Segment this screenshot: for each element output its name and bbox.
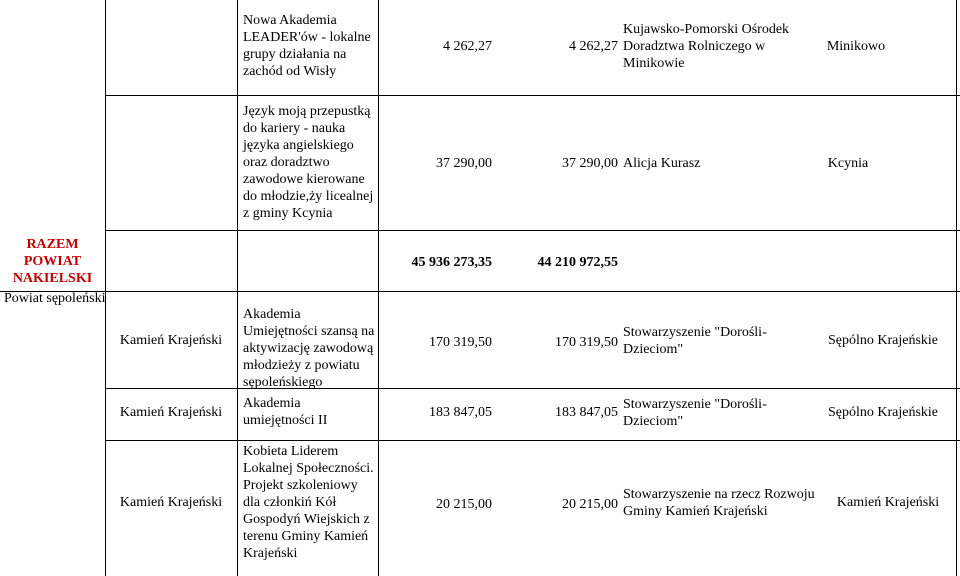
grid-line xyxy=(105,440,960,441)
grid-line xyxy=(105,95,960,96)
commune-cell: Kamień Krajeński xyxy=(119,333,223,348)
beneficiary-cell: Stowarzyszenie "Dorośli-Dzieciom" xyxy=(623,325,767,357)
value-cell: 183 847,05 xyxy=(429,405,492,420)
value-cell: 4 262,27 xyxy=(569,39,618,54)
total-label: RAZEM POWIAT NAKIELSKI xyxy=(12,237,93,286)
project-title: Nowa Akademia LEADER'ów - lokalne grupy działania na zachód od Wisły xyxy=(243,13,371,79)
location-cell: Minikowo xyxy=(826,39,886,54)
project-title: Język moją przepustką do kariery - nauka języka angielskiego oraz doradztwo zawodowe kierowane do młodzie,ży licealnej z gminy Kcynia xyxy=(243,104,374,221)
beneficiary-cell: Kujawsko-Pomorski Ośrodek Doradztwa Rolniczego w Minikowie xyxy=(623,22,790,71)
value-cell: 170 319,50 xyxy=(429,335,492,350)
value-cell: 4 262,27 xyxy=(443,39,492,54)
total-value: 44 210 972,55 xyxy=(537,255,618,270)
value-cell: 20 215,00 xyxy=(562,497,618,512)
value-cell: 20 215,00 xyxy=(436,497,492,512)
location-cell: Sępólno Krajeńskie xyxy=(827,333,939,348)
grid-line xyxy=(105,388,960,389)
beneficiary-cell: Stowarzyszenie na rzecz Rozwoju Gminy Kamień Krajeński xyxy=(623,487,815,519)
location-cell: Kcynia xyxy=(827,156,869,171)
grid-line xyxy=(105,230,960,231)
commune-cell: Kamień Krajeński xyxy=(119,495,223,510)
value-cell: 37 290,00 xyxy=(562,156,618,171)
commune-cell: Kamień Krajeński xyxy=(119,405,223,420)
beneficiary-cell: Stowarzyszenie "Dorośli-Dzieciom" xyxy=(623,397,767,429)
grid-line xyxy=(0,291,960,292)
project-title: Kobieta Liderem Lokalnej Społeczności. Projekt szkoleniowy dla członkiń Kół Gospodyń Wiejskich z terenu Gminy Kamień Krajeński xyxy=(243,444,374,561)
project-title: Akademia umiejętności II xyxy=(243,396,328,428)
section-heading: Powiat sępoleński xyxy=(4,291,106,306)
value-cell: 37 290,00 xyxy=(436,156,492,171)
total-value: 45 936 273,35 xyxy=(411,255,492,270)
location-cell: Kamień Krajeński xyxy=(836,495,940,510)
location-cell: Sępólno Krajeńskie xyxy=(827,405,939,420)
value-cell: 183 847,05 xyxy=(555,405,618,420)
grid-line xyxy=(956,0,957,576)
value-cell: 170 319,50 xyxy=(555,335,618,350)
beneficiary-cell: Alicja Kurasz xyxy=(623,156,701,171)
grid-line xyxy=(378,0,379,576)
project-title: Akademia Umiejętności szansą na aktywizację zawodową młodzieży z powiatu sępoleńskiego xyxy=(243,307,375,390)
grid-line xyxy=(105,0,106,576)
grid-line xyxy=(237,0,238,576)
